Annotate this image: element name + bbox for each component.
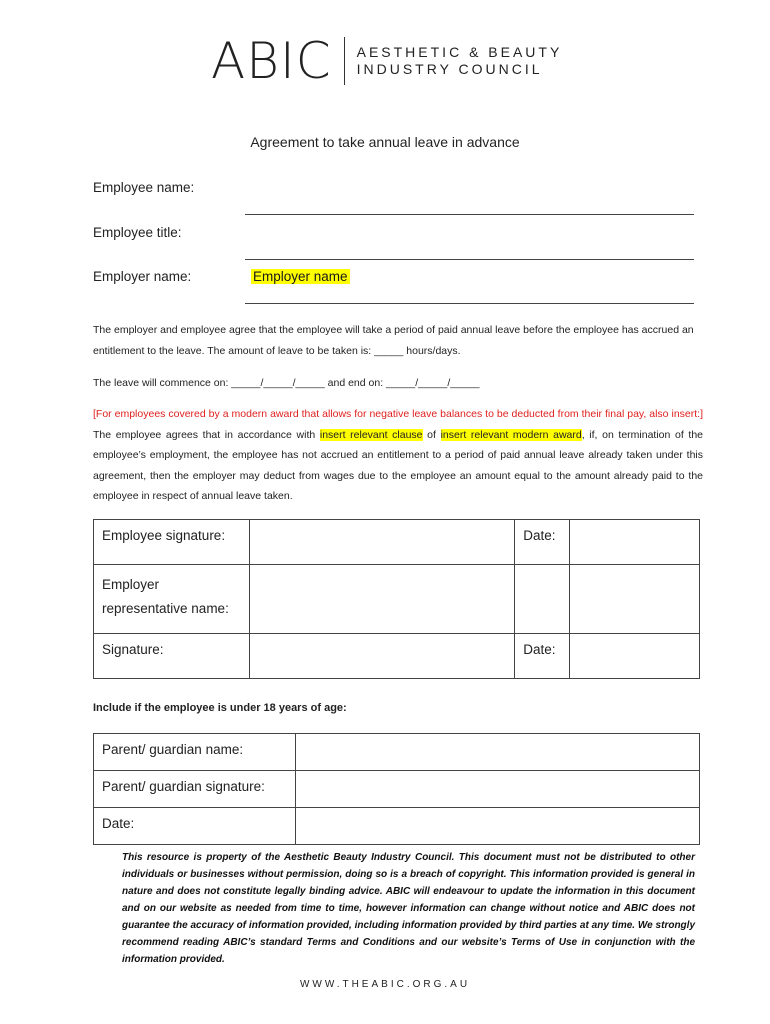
employee-signature-cell[interactable] [249,520,514,565]
guardian-date-cell[interactable] [295,808,699,845]
parent-name-cell[interactable] [295,734,699,771]
guardian-date-label: Date: [94,808,296,845]
employer-name-line[interactable] [245,303,694,304]
document-title: Agreement to take annual leave in advance [250,134,520,150]
employer-name-placeholder[interactable]: Employer name [253,269,348,284]
empty-cell-2 [570,565,700,634]
employee-name-line[interactable] [245,214,694,215]
logo-text [357,44,563,78]
employee-title-line[interactable] [245,259,694,260]
insert-clause-placeholder[interactable]: insert relevant clause [319,428,423,441]
employee-name-label: Employee name: [93,180,195,195]
award-text-2: of [422,428,441,441]
logo-line-1: AESTHETIC & BEAUTY [356,44,563,60]
employee-title-label: Employee title: [93,225,182,240]
signature-label: Signature: [94,634,250,679]
date-label-1: Date: [515,520,570,565]
award-paragraph [93,404,703,507]
logo-divider [344,37,345,85]
date-cell-1[interactable] [570,520,700,565]
award-instruction: [For employees covered by a modern award that allows for negative leave balances to be deducted from their final pay, also insert:] [93,408,703,420]
abic-logo [211,32,563,90]
employer-representative-cell[interactable] [249,565,514,634]
guardian-table [93,733,700,845]
award-text-3: , if, on termination of the employee’s employment, the employee has not accrued an entitlement to a period of paid annual leave already taken under this agreement, then the employer may deduct from wages due to the employee an amount equal to the amount already paid to the employee in respect of annual leave taken. [93,428,703,502]
agreement-paragraph: The employer and employee agree that the employee will take a period of paid annual leave before the employee has accrued an entitlement to the leave. The amount of leave to be taken is: _____ hours/days. [93,324,694,357]
under-18-heading: Include if the employee is under 18 years of age: [93,702,347,714]
employee-signature-label: Employee signature: [94,520,250,565]
date-label-2: Date: [515,634,570,679]
award-text-1: The employee agrees that in accordance with [93,428,320,441]
leave-dates-paragraph: The leave will commence on: _____/_____/_____ and end on: _____/_____/_____ [93,377,480,389]
copyright-disclaimer: This resource is property of the Aesthetic Beauty Industry Council. This document must not be distributed to other individuals or businesses without permission, doing so is a breach of copyright. This information provided is general in nature and does not constitute legally binding advice. ABIC will endeavour to update the information in this document and on our website as needed from time to time, however information can change without notice and ABIC does not guarantee the accuracy of information provided, including information provided by third parties at any time. We strongly recommend reading ABIC’s standard Terms and Conditions and our website’s Terms of Use in conjunction with the information provided. [122,852,695,965]
parent-signature-cell[interactable] [295,771,699,808]
empty-cell-1 [515,565,570,634]
parent-signature-label: Parent/ guardian signature: [94,771,296,808]
employer-rep-line-1: Employer [102,577,160,592]
parent-name-label: Parent/ guardian name: [94,734,296,771]
signature-cell[interactable] [249,634,514,679]
employer-name-label: Employer name: [93,269,192,284]
signature-table [93,519,700,679]
website-footer[interactable]: WWW.THEABIC.ORG.AU [299,979,471,990]
employer-representative-label [94,565,250,634]
logo-mark: ABIC [211,32,332,90]
insert-award-placeholder[interactable]: insert relevant modern award [440,428,582,441]
date-cell-2[interactable] [570,634,700,679]
employer-rep-line-2: representative name: [102,601,229,616]
logo-line-2: INDUSTRY COUNCIL [356,61,543,77]
